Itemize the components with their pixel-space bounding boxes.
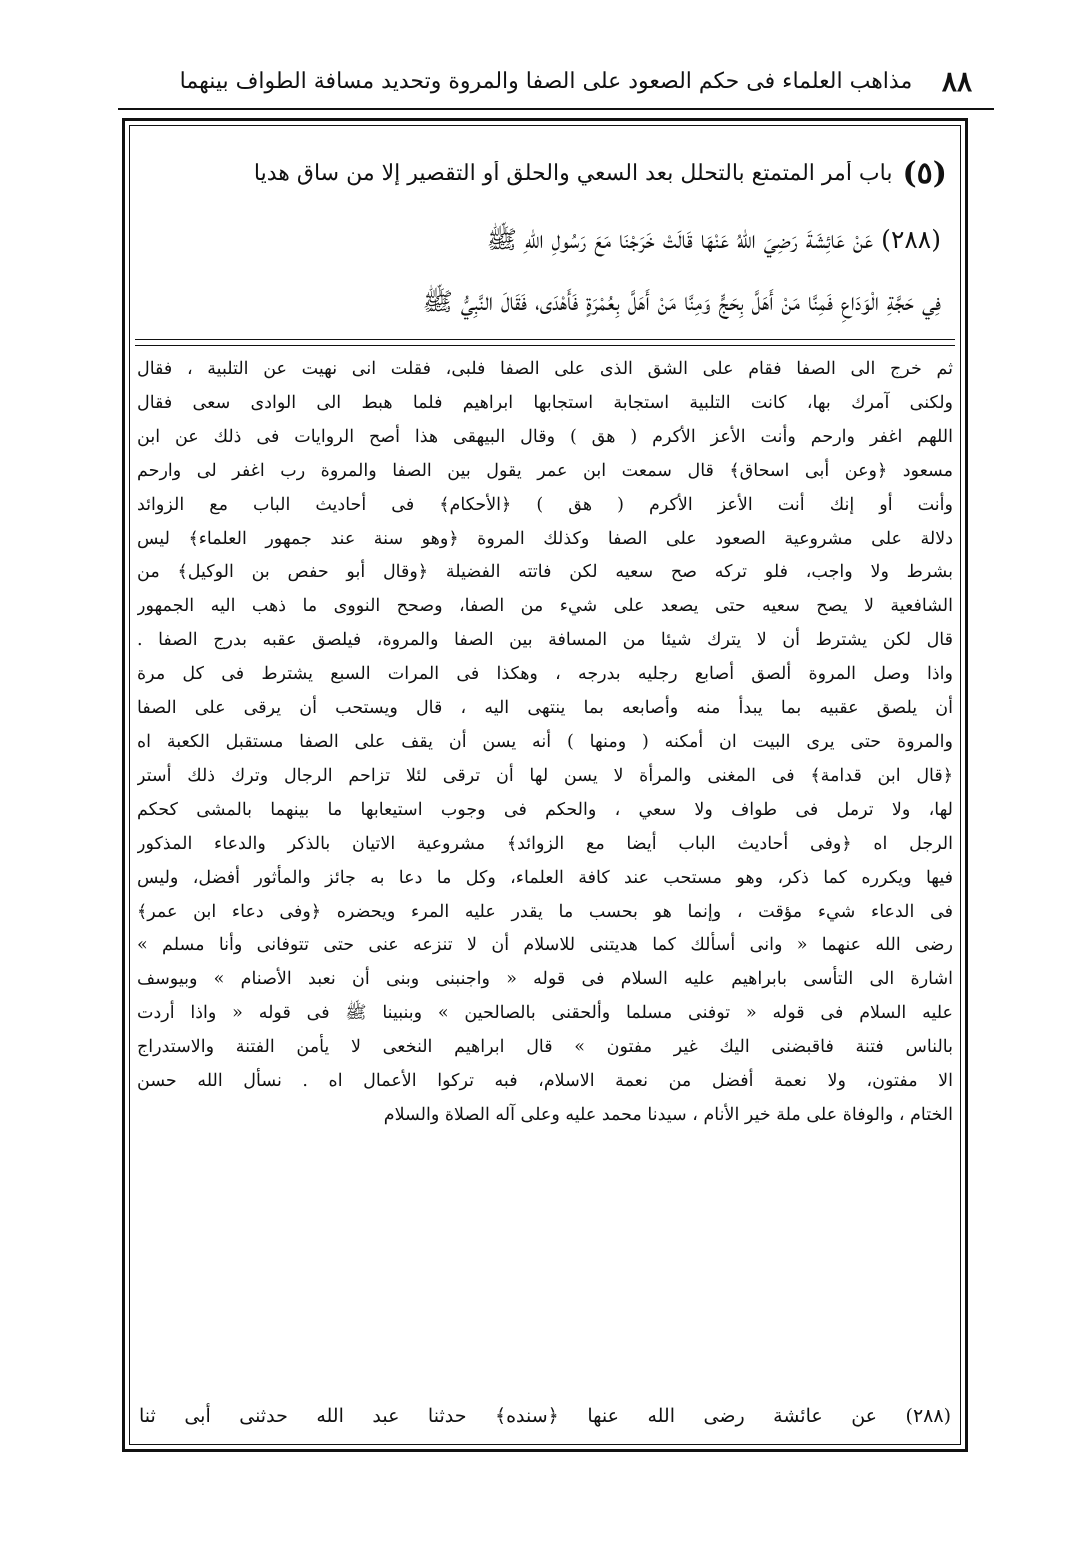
commentary — [137, 353, 953, 1133]
page-number: ٨٨ — [941, 64, 972, 98]
chapter-heading — [143, 141, 947, 205]
commentary-line: اشارة الى التأسى بابراهيم عليه السلام فى قوله « واجنبنى وبنى أن نعبد الأصنام » وبيوسف — [137, 969, 953, 990]
isnad-line: (٢٨٨) عن عائشة رضى الله عنها ﴿سنده﴾ حدثنا عبد الله حدثنى أبى ثنا — [139, 1405, 951, 1427]
chapter-number: (٥) — [902, 155, 947, 191]
commentary-line: والمروة حتى يرى البيت ان أمكنه ( ومنها ) أنه يسن أن يقف على الصفا مستقبل الكعبة اه — [137, 731, 953, 752]
chapter-title: باب أمر المتمتع بالتحلل بعد السعي والحلق أو التقصير إلا من ساق هديا — [253, 160, 893, 186]
commentary-line: واذا وصل المروة ألصق أصابع رجليه بدرجه ، وهكذا فى المرات السبع يشترط فى كل مرة — [137, 664, 953, 685]
hadith-line: فِي حَجَّةِ الْوَدَاعِ فَمِنَّا مَنْ أَهَلَّ بِحَجٍّ وَمِنَّا مَنْ أَهَلَّ بِعُمْرَةٍ فَأَهْدَى، فَقَالَ النَّبِيُّ ﷺ — [422, 287, 941, 316]
commentary-line: فى الدعاء شيء مؤقت ، وإنما هو بحسب ما يقدر عليه المرء ويحضره ﴿وفى دعاء ابن عمر﴾ — [137, 901, 953, 922]
commentary-line: الشافعية لا يصح سعيه حتى يصعد على شيء من الصفا، وصحح النووى ما ذهب اليه الجمهور — [137, 596, 953, 617]
commentary-line: بشرط ولا واجب، فلو تركه صح سعيه لكن فاتته الفضيلة ﴿وقال أبو حفص بن الوكيل﴾ من — [137, 562, 953, 583]
commentary-line: ﴿قال ابن قدامة﴾ فى المغنى والمرأة لا يسن لها أن ترقى لئلا تزاحم الرجال وترك ذلك أستر — [137, 765, 953, 786]
hadith-line: (٢٨٨) عَنْ عَائِشَةَ رَضِيَ اللهُ عَنْهَا قَالَتْ خَرَجْنَا مَعَ رَسُولِ اللهِ ﷺ — [486, 225, 941, 254]
commentary-line: وأنت أو إنك أنت الأعز الأكرم ( هق ) ﴿الأحكام﴾ فى أحاديث الباب مع الزوائد — [137, 494, 953, 515]
commentary-line: أن يلصق عقبيه بما يبدأ منه وأصابعه بما ينتهى اليه ، قال ويستحب أن يرقى على الصفا — [137, 698, 953, 719]
commentary-line: الختام ، والوفاة على ملة خير الأنام ، سيدنا محمد عليه وعلى آله الصلاة والسلام — [383, 1104, 953, 1125]
commentary-line: اللهم اغفر وارحم وأنت الأعز الأكرم ( هق ) وقال البيهقى هذا أصح الروايات فى ذلك عن ابن — [137, 426, 953, 447]
header-rule — [118, 108, 994, 110]
hadith-text — [143, 209, 947, 333]
commentary-line: فيها ويكرره كما ذكر، وهو مستحب عند كافة العلماء، وكل ما دعا به جائز والمأثور أفضل، وليس — [137, 867, 953, 888]
running-title: مذاهب العلماء فى حكم الصعود على الصفا والمروة وتحديد مسافة الطواف بينهما — [179, 68, 913, 94]
hadith-block — [143, 141, 947, 341]
commentary-line: بالناس فتنة فاقبضنى اليك غير مفتون » قال ابراهيم النخعى لا يأمن الفتنة والاستدراج — [137, 1037, 953, 1058]
commentary-line: قال لكن يشترط أن لا يترك شيئا من المسافة بين الصفا والمروة، فيلصق عقبه بدرج الصفا . — [137, 630, 953, 651]
separator-rule — [135, 345, 955, 346]
commentary-line: رضى الله عنهما « وانى أسألك كما هديتنى للاسلام أن لا تنزعه عنى حتى تتوفانى وأنا مسلم » — [137, 935, 953, 956]
separator-rule — [135, 339, 955, 340]
commentary-line: ثم خرج الى الصفا فقام على الشق الذى على الصفا فلبى، فقلت انى نهيت عن التلبية ، فقال — [137, 359, 953, 379]
text-frame — [122, 118, 968, 1452]
commentary-line: دلالة على مشروعية الصعود على الصفا وكذلك المروة ﴿وهو سنة عند جمهور العلماء﴾ ليس — [137, 528, 953, 549]
commentary-line: ولكنى آمرك بها، كانت التلبية استجابة استجابها ابراهيم فلما هبط الى الوادى سعى فقال — [137, 392, 953, 413]
commentary-line: مسعود ﴿وعن أبى اسحاق﴾ قال سمعت ابن عمر يقول بين الصفا والمروة رب اغفر لى وارحم — [137, 460, 953, 481]
commentary-line: الا مفتون، ولا نعمة أفضل من نعمة الاسلام، فبه تركوا الأعمال اه . نسأل الله حسن — [137, 1071, 953, 1092]
commentary-line: عليه السلام فى قوله « توفنى مسلما وألحقنى بالصالحين » وبنبينا ﷺ فى قوله « واذا أردت — [137, 1003, 953, 1024]
commentary-line: لها، ولا ترمل فى طواف ولا سعي ، والحكم فى وجوب استيعابها ما بينهما بالمشى كحكم — [137, 799, 953, 820]
commentary-line: الرجل اه ﴿وفى أحاديث الباب أيضا مع الزوائد﴾ مشروعية الاتيان بالذكر والدعاء المذكور — [137, 833, 953, 854]
running-head — [150, 58, 972, 104]
